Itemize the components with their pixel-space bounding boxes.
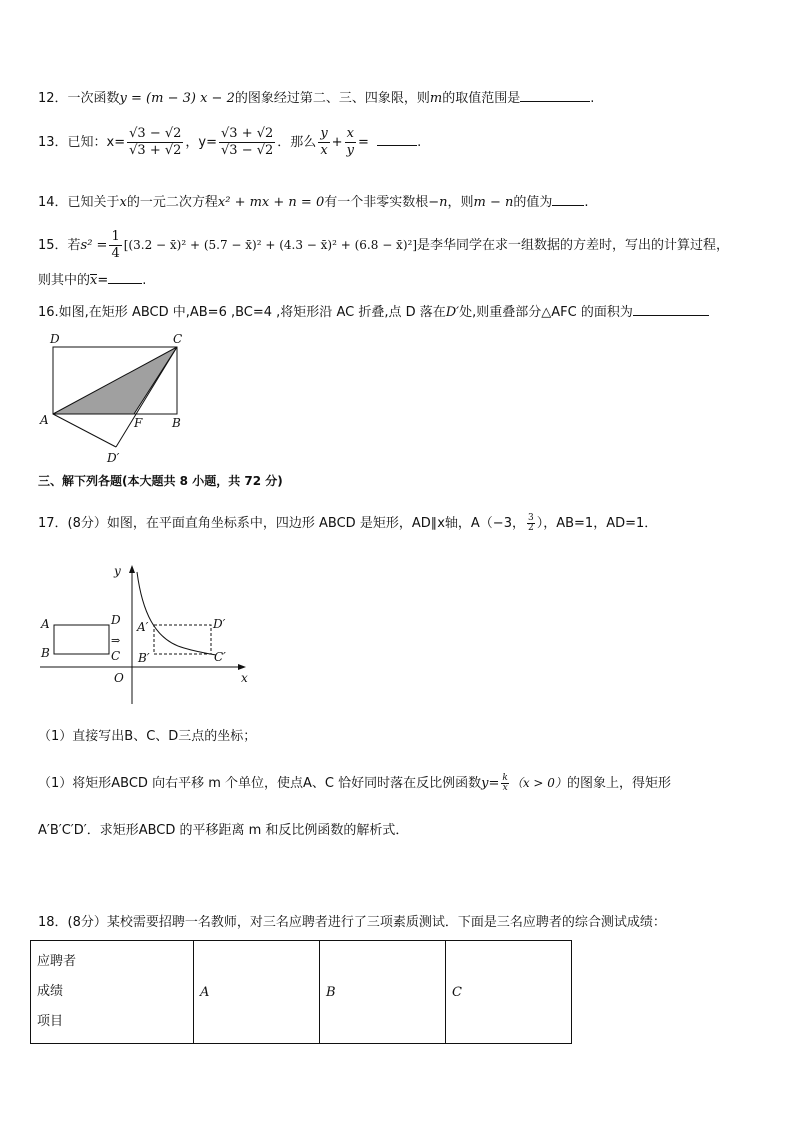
question-13: 13．已知：x= $\frac{√3 - √2}{√3 + √2}$ ，y= $\frac{√3 + √2}{√3 - √2}$ ．那么 $\frac{y}{x}$ + $\frac{x}{y}$ = . [38, 126, 422, 158]
label-y: y [114, 564, 121, 578]
question-18: 18．(8分）某校需要招聘一名教师，对三名应聘者进行了三项素质测试．下面是三名应聘者的综合测试成绩： [38, 915, 666, 930]
x-axis-arrow [238, 664, 246, 670]
inverse-proportion-curve [137, 572, 216, 655]
label-A: A [40, 413, 49, 427]
label-A-prime: A′ [137, 620, 149, 634]
q17-coordinate-figure [36, 558, 266, 708]
answer-blank[interactable] [108, 270, 142, 284]
answer-blank[interactable] [377, 132, 417, 146]
q15-variance-formula: [(3.2 − x̄)² + (5.7 − x̄)² + (4.3 − x̄)² + (6.8 − x̄)²] [123, 238, 417, 252]
question-17: 17．(8分）如图，在平面直角坐标系中，四边形 ABCD 是矩形，AD∥x轴，A（−3， $\frac{3}{2}$ ），AB=1，AD=1． [38, 513, 658, 533]
label-A: A [41, 617, 50, 631]
column-b: B [320, 941, 446, 1044]
label-F: F [134, 416, 143, 430]
answer-blank[interactable] [552, 192, 584, 206]
rectangle-a-prime-b-prime-c-prime-d-prime [154, 625, 211, 654]
label-x: x [241, 671, 248, 685]
label-O: O [114, 671, 124, 685]
answer-blank[interactable] [520, 88, 590, 102]
q17-a-y-fraction: $\frac{3}{2}$ [527, 513, 534, 533]
label-B: B [172, 416, 181, 430]
q17-part1: （1）直接写出B、C、D三点的坐标； [38, 729, 257, 744]
rectangle-abcd [54, 625, 109, 654]
question-15-line2: 则其中的x= . [38, 270, 146, 290]
label-D-prime: D′ [107, 451, 120, 465]
label-C: C [173, 332, 183, 346]
overlap-triangle-afc [53, 347, 177, 414]
label-D-prime: D′ [213, 617, 226, 631]
fold-edge-ad-prime [53, 414, 116, 447]
table-header-cell: 应聘者 成绩 项目 [31, 941, 194, 1044]
label-D: D [50, 332, 60, 346]
question-14: 14．已知关于x的一元二次方程x² + mx + n = 0有一个非零实数根−n，则m − n的值为 . [38, 192, 589, 212]
q13-expr-b: $\frac{x}{y}$ [346, 126, 354, 158]
translation-arrow: ⇒ [111, 634, 121, 647]
answer-blank[interactable] [633, 302, 709, 316]
q13-expr-a: $\frac{y}{x}$ [320, 126, 328, 158]
question-15: 15．若s² = $\frac{1}{4}$ [(3.2 − x̄)² + (5.7 − x̄)² + (4.3 − x̄)² + (6.8 − x̄)²]是李华同学在求一组数据的方差时，写出的计算过程， [38, 229, 730, 261]
label-C: C [111, 649, 121, 663]
q17-part2: （1）将矩形ABCD 向右平移 m 个单位，使点A、C 恰好同时落在反比例函数y= $\frac{k}{x}$ （x > 0）的图象上，得矩形 [38, 773, 671, 793]
y-axis-arrow [129, 565, 135, 573]
column-a: A [194, 941, 320, 1044]
table-row [31, 941, 572, 1044]
q17-k-over-x: $\frac{k}{x}$ [502, 773, 508, 793]
label-B-prime: B′ [138, 651, 150, 665]
label-B: B [41, 646, 50, 660]
q16-figure [36, 328, 196, 468]
section-3-heading: 三、解下列各题(本大题共 8 小题，共 72 分) [38, 474, 283, 488]
q13-y-fraction: $\frac{√3 + √2}{√3 - √2}$ [221, 126, 274, 158]
question-16: 16.如图,在矩形 ABCD 中,AB=6 ,BC=4 ,将矩形沿 AC 折叠,点 D 落在D′处,则重叠部分△AFC 的面积为 [38, 302, 709, 322]
q17-part2-line2: A′B′C′D′．求矩形ABCD 的平移距离 m 和反比例函数的解析式． [38, 823, 409, 838]
q14-equation: x² + mx + n = 0 [217, 195, 325, 210]
q13-x-fraction: $\frac{√3 - √2}{√3 + √2}$ [129, 126, 182, 158]
q15-quarter: $\frac{1}{4}$ [111, 229, 120, 261]
q12-formula: y = (m − 3) x − 2 [119, 91, 235, 106]
question-12: 12．一次函数y = (m − 3) x − 2的图象经过第二、三、四象限，则m的取值范围是 . [38, 88, 594, 108]
label-D: D [111, 613, 121, 627]
column-c: C [446, 941, 572, 1044]
label-C-prime: C′ [214, 650, 226, 664]
score-table [30, 940, 572, 1044]
